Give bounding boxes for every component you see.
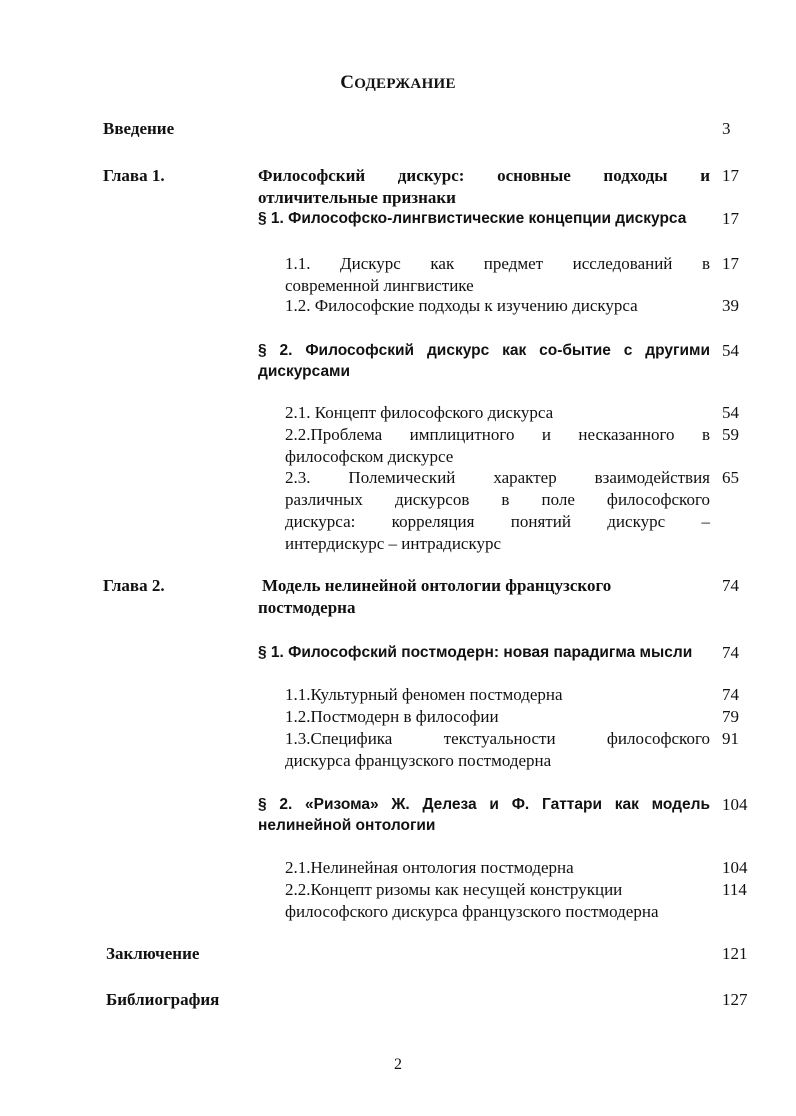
toc-ch1-item-2-3-line4: интердискурс – интрадискурс <box>285 534 502 553</box>
toc-ch1-section2-line1: § 2. Философский дискурс как со-бытие с другими <box>258 342 710 359</box>
toc-ch1-item-1-2-page: 39 <box>722 296 739 315</box>
toc-entry-conclusion: Заключение <box>106 944 200 963</box>
toc-page-bibliography: 127 <box>722 990 748 1009</box>
toc-page-introduction: 3 <box>722 119 731 138</box>
toc-ch1-section2-page: 54 <box>722 341 739 360</box>
toc-page-conclusion: 121 <box>722 944 748 963</box>
toc-ch2-item-1-1-page: 74 <box>722 685 739 704</box>
toc-ch2-item-2-2-line1: 2.2.Концепт ризомы как несущей конструкции <box>285 880 623 899</box>
toc-ch2-item-2-1: 2.1.Нелинейная онтология постмодерна <box>285 858 574 877</box>
toc-ch1-item-2-1: 2.1. Концепт философского дискурса <box>285 403 554 422</box>
toc-ch2-section2-line1: § 2. «Ризома» Ж. Делеза и Ф. Гаттари как модель <box>258 796 710 813</box>
toc-ch1-section1-title: § 1. Философско-лингвистические концепции дискурса <box>258 210 687 227</box>
page-number: 2 <box>394 1056 402 1073</box>
toc-ch1-item-2-2-line1: 2.2.Проблема имплицитного и несказанного в <box>285 425 710 444</box>
toc-ch2-item-1-3-line1: 1.3.Специфика текстуальности философского <box>285 729 710 748</box>
toc-chapter2-title-line1: Модель нелинейной онтологии французского <box>262 576 612 595</box>
toc-chapter1-title-line1: Философский дискурс: основные подходы и <box>258 166 710 185</box>
toc-ch1-item-2-3-line1: 2.3. Полемический характер взаимодействия <box>285 468 710 487</box>
toc-ch2-item-1-1: 1.1.Культурный феномен постмодерна <box>285 685 563 704</box>
toc-ch1-item-2-2-line2: философском дискурсе <box>285 447 454 466</box>
toc-ch1-section2-line2: дискурсами <box>258 363 351 380</box>
toc-ch1-item-1-1-page: 17 <box>722 254 739 273</box>
toc-entry-bibliography: Библиография <box>106 990 220 1009</box>
toc-ch2-section2-line2: нелинейной онтологии <box>258 817 436 834</box>
toc-ch1-item-2-3-line3: дискурса: корреляция понятий дискурс – <box>285 512 710 531</box>
title-first-letter: С <box>340 72 355 93</box>
toc-ch1-item-2-3-line2: различных дискурсов в поле философского <box>285 490 710 509</box>
toc-ch1-item-2-2-page: 59 <box>722 425 739 444</box>
toc-chapter1-page: 17 <box>722 166 739 185</box>
toc-ch1-item-1-2: 1.2. Философские подходы к изучению дискурса <box>285 296 638 315</box>
toc-entry-introduction: Введение <box>103 119 175 138</box>
toc-ch1-section1-page: 17 <box>722 209 739 228</box>
toc-ch2-item-2-2-line2: философского дискурса французского постмодерна <box>285 902 659 921</box>
toc-chapter1-label: Глава 1. <box>103 166 165 185</box>
toc-chapter2-page: 74 <box>722 576 739 595</box>
toc-ch2-item-1-3-page: 91 <box>722 729 739 748</box>
toc-ch2-item-1-2: 1.2.Постмодерн в философии <box>285 707 499 726</box>
toc-ch2-section1-page: 74 <box>722 643 739 662</box>
toc-chapter2-label: Глава 2. <box>103 576 165 595</box>
toc-ch1-item-1-1-line2: современной лингвистике <box>285 276 474 295</box>
toc-ch2-section2-page: 104 <box>722 795 748 814</box>
toc-chapter1-title-line2: отличительные признаки <box>258 188 456 207</box>
toc-ch2-item-2-1-page: 104 <box>722 858 748 877</box>
toc-ch1-item-1-1-line1: 1.1. Дискурс как предмет исследований в <box>285 254 710 273</box>
toc-ch2-item-1-2-page: 79 <box>722 707 739 726</box>
toc-ch1-item-2-1-page: 54 <box>722 403 739 422</box>
toc-ch2-section1-title: § 1. Философский постмодерн: новая парадигма мысли <box>258 644 693 661</box>
toc-ch1-item-2-3-page: 65 <box>722 468 739 487</box>
title-rest: ОДЕРЖАНИЕ <box>354 76 456 92</box>
page-title <box>0 72 796 95</box>
toc-ch2-item-2-2-page: 114 <box>722 880 747 899</box>
toc-ch2-item-1-3-line2: дискурса французского постмодерна <box>285 751 552 770</box>
toc-chapter2-title-line2: постмодерна <box>258 598 356 617</box>
